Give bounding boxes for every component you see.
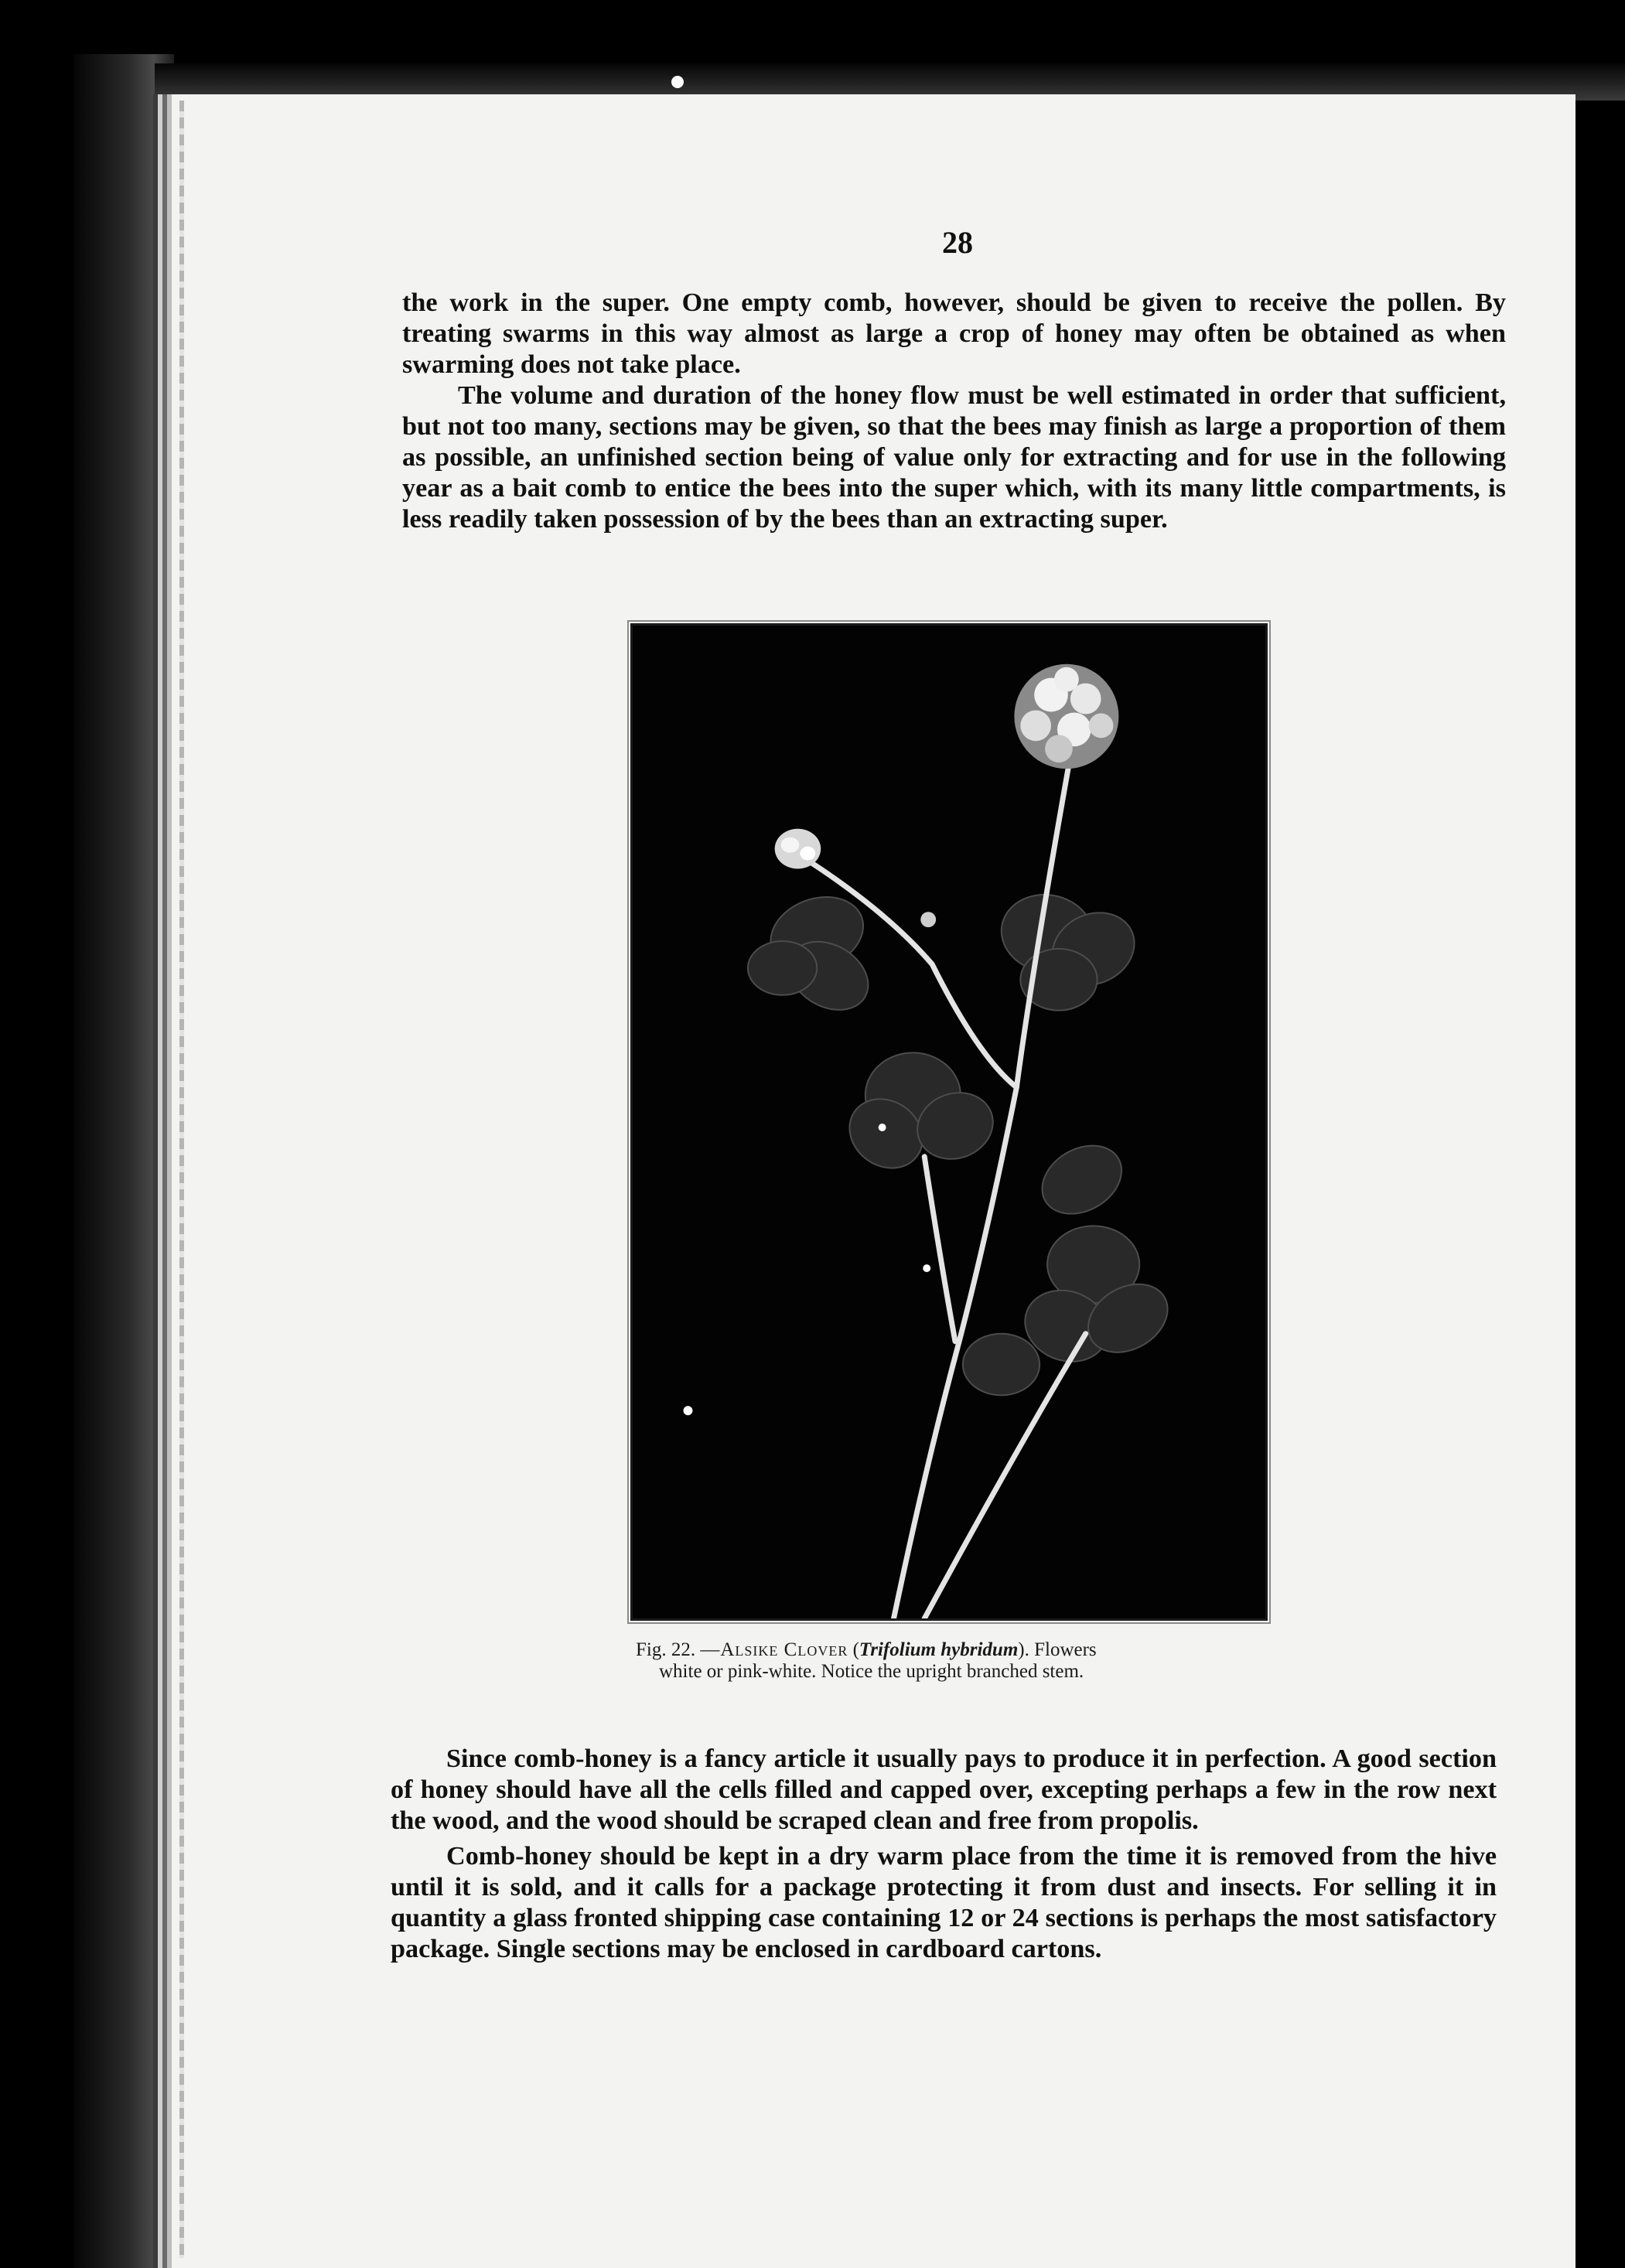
comb-honey-storage-paragraph: Comb-honey should be kept in a dry warm place from the time it is removed from the hive until it is sold, and it calls for a package protecting it from dust and insects. For selling it in quantity a glass fronted shipping case containing 12 or 24 sections is perhaps the most satisfactory package. Single sections may be enclosed in cardboard cartons. <box>391 1842 1497 1963</box>
alsike-clover-photograph <box>633 626 1265 1618</box>
caption-title: —Alsike Clover <box>700 1639 848 1660</box>
alsike-clover-figure <box>630 623 1268 1621</box>
comb-honey-perfection-paragraph: Since comb-honey is a fancy article it usually pays to produce it in perfection. A good section of honey should have all the cells filled and capped over, excepting perhaps a few in the row next the wood, and the wood should be scraped clean and free from propolis. <box>391 1744 1497 1835</box>
honey-flow-paragraph: The volume and duration of the honey flow must be well estimated in order that sufficient, but not too many, sections may be given, so that the bees may finish as large a proportion of them as possible, an unfinished section being of value only for extracting and for use in the following year as a bait comb to entice the bees into the super which, with its many little compartments, is less readily taken possession of by the bees than an extracting super. <box>402 381 1506 534</box>
figure-caption: Fig. 22. —Alsike Clover (Trifolium hybridum). Flowers white or pink-white. Notice the upright branched stem. <box>636 1639 1270 1683</box>
continuation-paragraph: the work in the super. One empty comb, however, should be given to receive the pollen. By treating swarms in this way almost as large a crop of honey may often be obtained as when swarming does not take place. <box>402 288 1506 379</box>
top-text-block <box>402 288 1506 535</box>
scan-dust-mark <box>671 76 684 88</box>
clover-bud <box>775 829 821 869</box>
caption-label: Fig. 22. <box>636 1639 696 1660</box>
caption-scientific-name: Trifolium hybridum <box>859 1639 1019 1660</box>
clover-flower-head <box>1014 664 1118 769</box>
caption-description-line2: white or pink-white. Notice the upright branched stem. <box>659 1661 1084 1682</box>
caption-description-line1: Flowers <box>1034 1639 1097 1660</box>
page-binding-edge <box>179 101 184 2258</box>
bottom-text-block <box>391 1744 1497 1965</box>
scan-border-left <box>73 54 174 2268</box>
page-number: 28 <box>942 225 973 260</box>
